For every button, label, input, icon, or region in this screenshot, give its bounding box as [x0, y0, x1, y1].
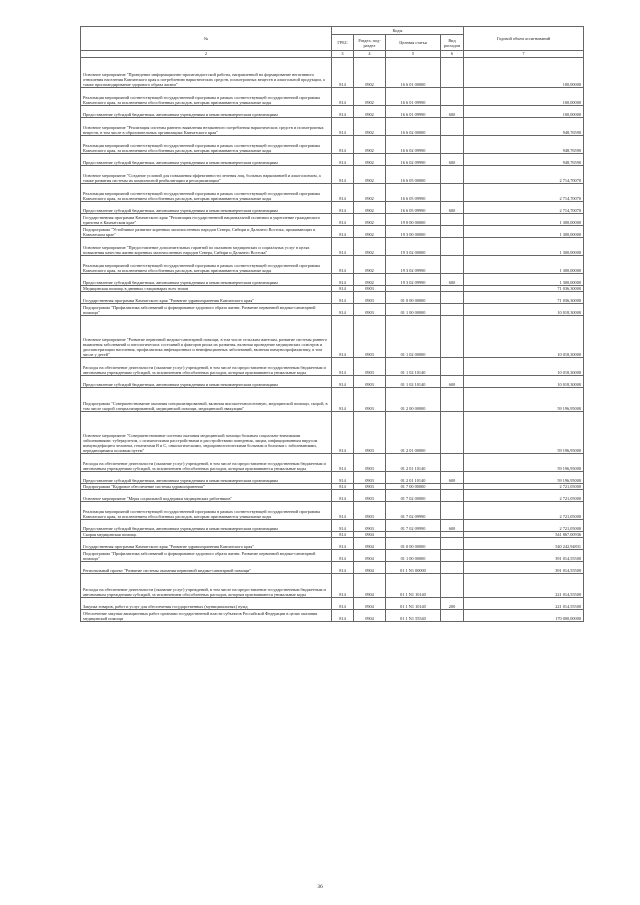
cell-sum: 1 300,00000	[464, 256, 584, 274]
cell-name: Государственная программа Камчатского края "Развитие здравоохранения Камчатского края"	[81, 538, 332, 550]
cell-cs: 01 7 02 09990	[386, 502, 441, 520]
cell-grbs: 814	[332, 58, 354, 88]
cell-cs: 01 2 01 10140	[386, 472, 441, 484]
cell-sum: 100,00000	[464, 106, 584, 118]
cell-grbs: 814	[332, 598, 354, 610]
header-cs: Целевая статья	[386, 35, 441, 51]
cell-rz: 0902	[354, 106, 386, 118]
cell-name: Предоставление субсидий бюджетным, автономным учреждениям и иным некоммерческим организациям	[81, 274, 332, 286]
cell-sum: 391 014,55500	[464, 550, 584, 562]
cell-name: Подпрограмма "Профилактика заболеваний и формирование здорового образа жизни. Развитие первичной медико-санитарной помощи"	[81, 304, 332, 316]
header-index-cell: 5	[386, 51, 441, 58]
cell-rz: 0902	[354, 274, 386, 286]
cell-cs: 01 1 02 00000	[386, 316, 441, 358]
cell-name: Расходы на обеспечение деятельности (оказание услуг) учреждений, в том числе на предоставление государственным бюджетным и автономным учреждениям субсидий, за исключением обособленных расходов, которым присваиваются уникальные коды	[81, 358, 332, 376]
table-row	[81, 502, 584, 520]
cell-sum: 1 300,00000	[464, 226, 584, 238]
cell-name: Подпрограмма "Профилактика заболеваний и формирование здорового образа жизни. Развитие первичной медико-санитарной помощи"	[81, 550, 332, 562]
table-row	[81, 118, 584, 136]
cell-rz: 0904	[354, 598, 386, 610]
cell-vr	[441, 562, 464, 574]
cell-sum: 59 196,95000	[464, 412, 584, 454]
cell-grbs: 814	[332, 226, 354, 238]
cell-vr	[441, 610, 464, 622]
cell-rz: 0902	[354, 136, 386, 154]
cell-sum: 1 300,00000	[464, 238, 584, 256]
header-index-cell: 7	[464, 51, 584, 58]
cell-sum: 59 196,95000	[464, 388, 584, 412]
cell-vr	[441, 238, 464, 256]
cell-sum: 2 714,70070	[464, 202, 584, 214]
cell-name: Реализация мероприятий соответствующей государственной программы в рамках соответствующей государственной программы Камчатского края, за исключением обособленных расходов, которым присваиваются уникальные коды	[81, 184, 332, 202]
cell-cs: 01 0 00 00000	[386, 292, 441, 304]
cell-vr	[441, 304, 464, 316]
table-row	[81, 454, 584, 472]
page-number: 36	[317, 884, 323, 890]
cell-grbs: 814	[332, 316, 354, 358]
cell-sum: 948,76590	[464, 118, 584, 136]
cell-vr	[441, 412, 464, 454]
cell-name: Государственная программа Камчатского края "Развитие здравоохранения Камчатского края"	[81, 292, 332, 304]
cell-grbs: 814	[332, 202, 354, 214]
cell-grbs: 814	[332, 256, 354, 274]
cell-name: Основное мероприятие "Проведение информационно-пропагандистской работы, направленной на формирование негативного отношения населения Камчатского края к потреблению наркотических средств, психотропных веществ и алкогольной продукции, а также пропагандирование здорового образа жизни"	[81, 58, 332, 88]
cell-vr: 600	[441, 520, 464, 532]
cell-cs: 01 7 02 00000	[386, 490, 441, 502]
cell-name: Подпрограмма "Совершенствование оказания специализированной, включая высокотехнологичную, медицинской помощи, скорой, в том числе скорой специализированной, медицинской помощи, медицинской эвакуации"	[81, 388, 332, 412]
cell-rz: 0903	[354, 472, 386, 484]
cell-sum: 391 014,55500	[464, 562, 584, 574]
cell-sum: 10 018,30000	[464, 358, 584, 376]
cell-grbs: 814	[332, 154, 354, 166]
cell-grbs: 814	[332, 376, 354, 388]
cell-name: Реализация мероприятий соответствующей государственной программы в рамках соответствующей государственной программы Камчатского края, за исключением обособленных расходов, которым присваиваются уникальные коды	[81, 88, 332, 106]
cell-rz: 0903	[354, 292, 386, 304]
cell-name: Предоставление субсидий бюджетным, автономным учреждениям и иным некоммерческим организациям	[81, 106, 332, 118]
table-row	[81, 358, 584, 376]
table-row	[81, 388, 584, 412]
cell-sum: 541 867,00936	[464, 532, 584, 538]
cell-rz: 0903	[354, 484, 386, 490]
cell-grbs: 814	[332, 484, 354, 490]
cell-vr	[441, 226, 464, 238]
cell-grbs: 814	[332, 88, 354, 106]
table-row	[81, 226, 584, 238]
header-index-cell: 6	[441, 51, 464, 58]
cell-grbs: 814	[332, 106, 354, 118]
cell-vr: 600	[441, 274, 464, 286]
cell-rz: 0903	[354, 412, 386, 454]
cell-sum: 59 196,95000	[464, 472, 584, 484]
cell-vr	[441, 58, 464, 88]
table-body	[81, 58, 584, 622]
cell-sum: 948,76590	[464, 154, 584, 166]
cell-rz: 0902	[354, 166, 386, 184]
cell-cs: 01 7 00 00000	[386, 484, 441, 490]
cell-name: Основное мероприятие "Меры социальной поддержки медицинских работников"	[81, 490, 332, 502]
cell-sum: 10 018,30000	[464, 304, 584, 316]
cell-name: Региональный проект "Развитие системы оказания первичной медико-санитарной помощи"	[81, 562, 332, 574]
table-row	[81, 292, 584, 304]
cell-grbs: 814	[332, 118, 354, 136]
cell-name: Основное мероприятие "Реализация системы раннего выявления незаконного потребления наркотических средств и психотропных веществ, в том числе в образовательных организациях Камчатского края"	[81, 118, 332, 136]
cell-rz: 0904	[354, 610, 386, 622]
cell-cs: 16 6 02 00000	[386, 118, 441, 136]
cell-name: Расходы на обеспечение деятельности (оказание услуг) учреждений, в том числе на предоставление государственным бюджетным и автономным учреждениям субсидий, за исключением обособленных расходов, которым присваиваются уникальные коды	[81, 454, 332, 472]
cell-grbs: 814	[332, 472, 354, 484]
cell-vr	[441, 184, 464, 202]
cell-rz: 0902	[354, 184, 386, 202]
cell-cs: 16 6 01 09990	[386, 88, 441, 106]
cell-cs: 16 6 05 09990	[386, 184, 441, 202]
cell-sum: 10 018,30000	[464, 376, 584, 388]
cell-vr: 600	[441, 202, 464, 214]
cell-rz: 0904	[354, 550, 386, 562]
cell-vr: 600	[441, 106, 464, 118]
cell-vr: 600	[441, 472, 464, 484]
cell-cs: 19 0 00 00000	[386, 214, 441, 226]
cell-grbs: 814	[332, 388, 354, 412]
table-row	[81, 610, 584, 622]
table-row	[81, 550, 584, 562]
cell-name: Закупка товаров, работ и услуг для обеспечения государственных (муниципальных) нужд	[81, 598, 332, 610]
cell-vr	[441, 502, 464, 520]
header-grbs: ГРБС	[332, 35, 354, 51]
cell-grbs: 814	[332, 532, 354, 538]
cell-grbs: 814	[332, 550, 354, 562]
cell-cs: 01 1 N1 10140	[386, 598, 441, 610]
cell-rz: 0902	[354, 214, 386, 226]
cell-rz: 0903	[354, 358, 386, 376]
cell-vr	[441, 550, 464, 562]
document-page	[80, 26, 583, 622]
cell-vr	[441, 538, 464, 550]
cell-sum: 100,00000	[464, 88, 584, 106]
cell-cs: 16 6 05 00000	[386, 166, 441, 184]
cell-name: Основное мероприятие "Предоставление дополнительных гарантий по оказанию медицинских и социальных услуг в целях повышения качества жизни коренных малочисленных народов Севера, Сибири и Дальнего Востока"	[81, 238, 332, 256]
cell-name: Предоставление субсидий бюджетным, автономным учреждениям и иным некоммерческим организациям	[81, 154, 332, 166]
header-index-cell: 2	[81, 51, 332, 58]
cell-grbs: 814	[332, 520, 354, 532]
cell-sum: 2 721,05000	[464, 520, 584, 532]
cell-grbs: 814	[332, 538, 354, 550]
table-row	[81, 412, 584, 454]
cell-name: Обеспечение закупки авиационных работ органами государственной власти субъектов Российской Федерации в целях оказания медицинской помощи	[81, 610, 332, 622]
cell-grbs: 814	[332, 574, 354, 598]
cell-grbs: 814	[332, 490, 354, 502]
cell-cs: 01 1 00 00000	[386, 304, 441, 316]
cell-vr	[441, 136, 464, 154]
cell-vr	[441, 490, 464, 502]
cell-cs: 01 1 02 10140	[386, 376, 441, 388]
budget-table	[80, 26, 584, 622]
cell-vr	[441, 292, 464, 304]
cell-name: Основное мероприятие "Создание условий для повышения эффективности лечения лиц, больных наркоманией и алкоголизмом, а также развития системы их комплексной реабилитации и ресоциализации"	[81, 166, 332, 184]
cell-rz: 0904	[354, 574, 386, 598]
cell-rz: 0904	[354, 538, 386, 550]
cell-rz: 0902	[354, 118, 386, 136]
cell-name: Государственная программа Камчатского края "Реализация государственной национальной политики и укрепление гражданского единства в Камчатском крае"	[81, 214, 332, 226]
header-sum: Годовой объем ассигнований	[464, 27, 584, 51]
cell-sum: 1 300,00000	[464, 274, 584, 286]
cell-sum: 71 036,30000	[464, 286, 584, 292]
cell-rz: 0903	[354, 286, 386, 292]
cell-rz: 0902	[354, 238, 386, 256]
cell-cs: 19 3 02 09990	[386, 256, 441, 274]
cell-grbs: 814	[332, 238, 354, 256]
cell-grbs: 814	[332, 184, 354, 202]
cell-name: Подпрограмма "Устойчивое развитие коренных малочисленных народов Севера, Сибири и Дальнего Востока, проживающих в Камчатском крае"	[81, 226, 332, 238]
cell-vr: 600	[441, 154, 464, 166]
cell-sum: 100,00000	[464, 58, 584, 88]
cell-grbs: 814	[332, 412, 354, 454]
cell-rz: 0903	[354, 502, 386, 520]
cell-rz: 0902	[354, 226, 386, 238]
cell-grbs: 814	[332, 136, 354, 154]
table-row	[81, 256, 584, 274]
cell-cs: 16 6 05 09990	[386, 202, 441, 214]
cell-name: Предоставление субсидий бюджетным, автономным учреждениям и иным некоммерческим организациям	[81, 520, 332, 532]
cell-cs: 01 0 00 00000	[386, 538, 441, 550]
table-row	[81, 238, 584, 256]
cell-sum: 170 000,00000	[464, 610, 584, 622]
cell-grbs: 814	[332, 286, 354, 292]
cell-cs: 01 1 00 00000	[386, 550, 441, 562]
cell-sum: 2 721,05000	[464, 484, 584, 490]
cell-name: Предоставление субсидий бюджетным, автономным учреждениям и иным некоммерческим организациям	[81, 376, 332, 388]
header-razdel: Раздел, под-раздел	[354, 35, 386, 51]
table-row	[81, 562, 584, 574]
cell-rz: 0902	[354, 58, 386, 88]
cell-vr: 600	[441, 376, 464, 388]
cell-rz: 0903	[354, 376, 386, 388]
cell-sum: 1 300,00000	[464, 214, 584, 226]
cell-grbs: 814	[332, 502, 354, 520]
cell-grbs: 814	[332, 454, 354, 472]
table-row	[81, 166, 584, 184]
table-row	[81, 574, 584, 598]
header-index-cell: 4	[354, 51, 386, 58]
cell-rz: 0902	[354, 154, 386, 166]
cell-cs: 19 3 02 00000	[386, 238, 441, 256]
cell-sum: 540 242,94831	[464, 538, 584, 550]
cell-cs: 16 6 02 09990	[386, 154, 441, 166]
cell-grbs: 814	[332, 358, 354, 376]
cell-name: Медицинская помощь в дневных стационарах всех типов	[81, 286, 332, 292]
cell-name: Реализация мероприятий соответствующей государственной программы в рамках соответствующей государственной программы Камчатского края, за исключением обособленных расходов, которым присваиваются уникальные коды	[81, 502, 332, 520]
cell-rz: 0902	[354, 256, 386, 274]
cell-sum: 2 721,05000	[464, 490, 584, 502]
table-header	[81, 27, 584, 58]
cell-rz: 0904	[354, 562, 386, 574]
cell-cs: 01 2 01 00000	[386, 412, 441, 454]
cell-grbs: 814	[332, 214, 354, 226]
cell-sum: 2 721,05000	[464, 502, 584, 520]
cell-name: Реализация мероприятий соответствующей государственной программы в рамках соответствующей государственной программы Камчатского края, за исключением обособленных расходов, которым присваиваются уникальные коды	[81, 136, 332, 154]
cell-rz: 0904	[354, 532, 386, 538]
table-row	[81, 520, 584, 532]
cell-cs: 16 6 01 00000	[386, 58, 441, 88]
cell-name: Основное мероприятие "Совершенствование системы оказания медицинской помощи больным социально-значимыми заболеваниями: туберкулезом, с психическими расстройствами и расстройствами поведения, лицам, инфицированным вирусом иммунодефицита человека, гепатитами B и C, онкологическими, эндокринологическими больным и больным с заболеваниями, передающимися половым путем"	[81, 412, 332, 454]
cell-vr	[441, 454, 464, 472]
cell-vr	[441, 574, 464, 598]
table-row	[81, 214, 584, 226]
table-row	[81, 88, 584, 106]
cell-cs: 19 3 00 00000	[386, 226, 441, 238]
header-vr: Вид расходов	[441, 35, 464, 51]
header-index-cell: 3	[332, 51, 354, 58]
cell-sum: 948,76590	[464, 136, 584, 154]
cell-cs: 16 6 01 09990	[386, 106, 441, 118]
cell-rz: 0903	[354, 490, 386, 502]
cell-vr	[441, 256, 464, 274]
table-row	[81, 316, 584, 358]
table-row	[81, 184, 584, 202]
cell-rz: 0902	[354, 88, 386, 106]
cell-vr	[441, 388, 464, 412]
cell-name: Расходы на обеспечение деятельности (оказание услуг) учреждений, в том числе на предоставление государственным бюджетным и автономным учреждениям субсидий, за исключением обособленных расходов, которым присваиваются уникальные коды	[81, 574, 332, 598]
cell-cs: 01 2 01 10140	[386, 454, 441, 472]
cell-name: Скорая медицинская помощь	[81, 532, 332, 538]
cell-vr	[441, 358, 464, 376]
cell-vr	[441, 118, 464, 136]
cell-rz: 0903	[354, 316, 386, 358]
cell-grbs: 814	[332, 610, 354, 622]
table-row	[81, 58, 584, 88]
cell-rz: 0903	[354, 388, 386, 412]
table-row	[81, 202, 584, 214]
table-row	[81, 274, 584, 286]
cell-grbs: 814	[332, 166, 354, 184]
cell-cs: 01 1 N1 55540	[386, 610, 441, 622]
table-row	[81, 304, 584, 316]
cell-name: Реализация мероприятий соответствующей государственной программы в рамках соответствующей государственной программы Камчатского края, за исключением обособленных расходов, которым присваиваются уникальные коды	[81, 256, 332, 274]
table-row	[81, 490, 584, 502]
table-row	[81, 598, 584, 610]
table-row	[81, 538, 584, 550]
cell-sum: 10 018,30000	[464, 316, 584, 358]
header-codes: Коды	[332, 27, 464, 35]
cell-name: Предоставление субсидий бюджетным, автономным учреждениям и иным некоммерческим организациям	[81, 472, 332, 484]
table-row	[81, 472, 584, 484]
cell-rz: 0903	[354, 520, 386, 532]
cell-cs: 01 2 00 00000	[386, 388, 441, 412]
cell-sum: 2 714,70070	[464, 184, 584, 202]
cell-vr	[441, 88, 464, 106]
cell-vr	[441, 214, 464, 226]
cell-rz: 0902	[354, 202, 386, 214]
header-no: №	[81, 27, 332, 51]
cell-cs: 01 1 N1 10140	[386, 574, 441, 598]
cell-cs: 19 3 02 09990	[386, 274, 441, 286]
header-index-row	[81, 51, 584, 58]
cell-vr	[441, 166, 464, 184]
cell-sum: 221 014,55500	[464, 598, 584, 610]
cell-sum: 71 036,30000	[464, 292, 584, 304]
cell-cs: 01 1 N1 00000	[386, 562, 441, 574]
cell-sum: 2 714,70070	[464, 166, 584, 184]
cell-sum: 221 014,55500	[464, 574, 584, 598]
cell-sum: 59 196,95000	[464, 454, 584, 472]
cell-rz: 0903	[354, 454, 386, 472]
cell-vr	[441, 316, 464, 358]
cell-vr: 200	[441, 598, 464, 610]
cell-rz: 0903	[354, 304, 386, 316]
cell-name: Предоставление субсидий бюджетным, автономным учреждениям и иным некоммерческим организациям	[81, 202, 332, 214]
cell-name: Основное мероприятие "Развитие первичной медико-санитарной помощи, в том числе сельским жителям, развитие системы раннего выявления заболеваний и патологических состояний и факторов риска их развития, включая проведение медицинских осмотров и диспансеризации населения, профилактика инфекционных и неинфекционных заболеваний, включая иммунопрофилактику, в том числе у детей"	[81, 316, 332, 358]
cell-grbs: 814	[332, 274, 354, 286]
cell-name: Подпрограмма "Кадровое обеспечение системы здравоохранения"	[81, 484, 332, 490]
table-row	[81, 376, 584, 388]
cell-grbs: 814	[332, 292, 354, 304]
cell-cs: 16 6 02 09990	[386, 136, 441, 154]
table-row	[81, 154, 584, 166]
cell-cs: 01 7 02 09990	[386, 520, 441, 532]
cell-grbs: 814	[332, 562, 354, 574]
table-row	[81, 136, 584, 154]
cell-grbs: 814	[332, 304, 354, 316]
table-row	[81, 106, 584, 118]
cell-cs: 01 1 02 10140	[386, 358, 441, 376]
